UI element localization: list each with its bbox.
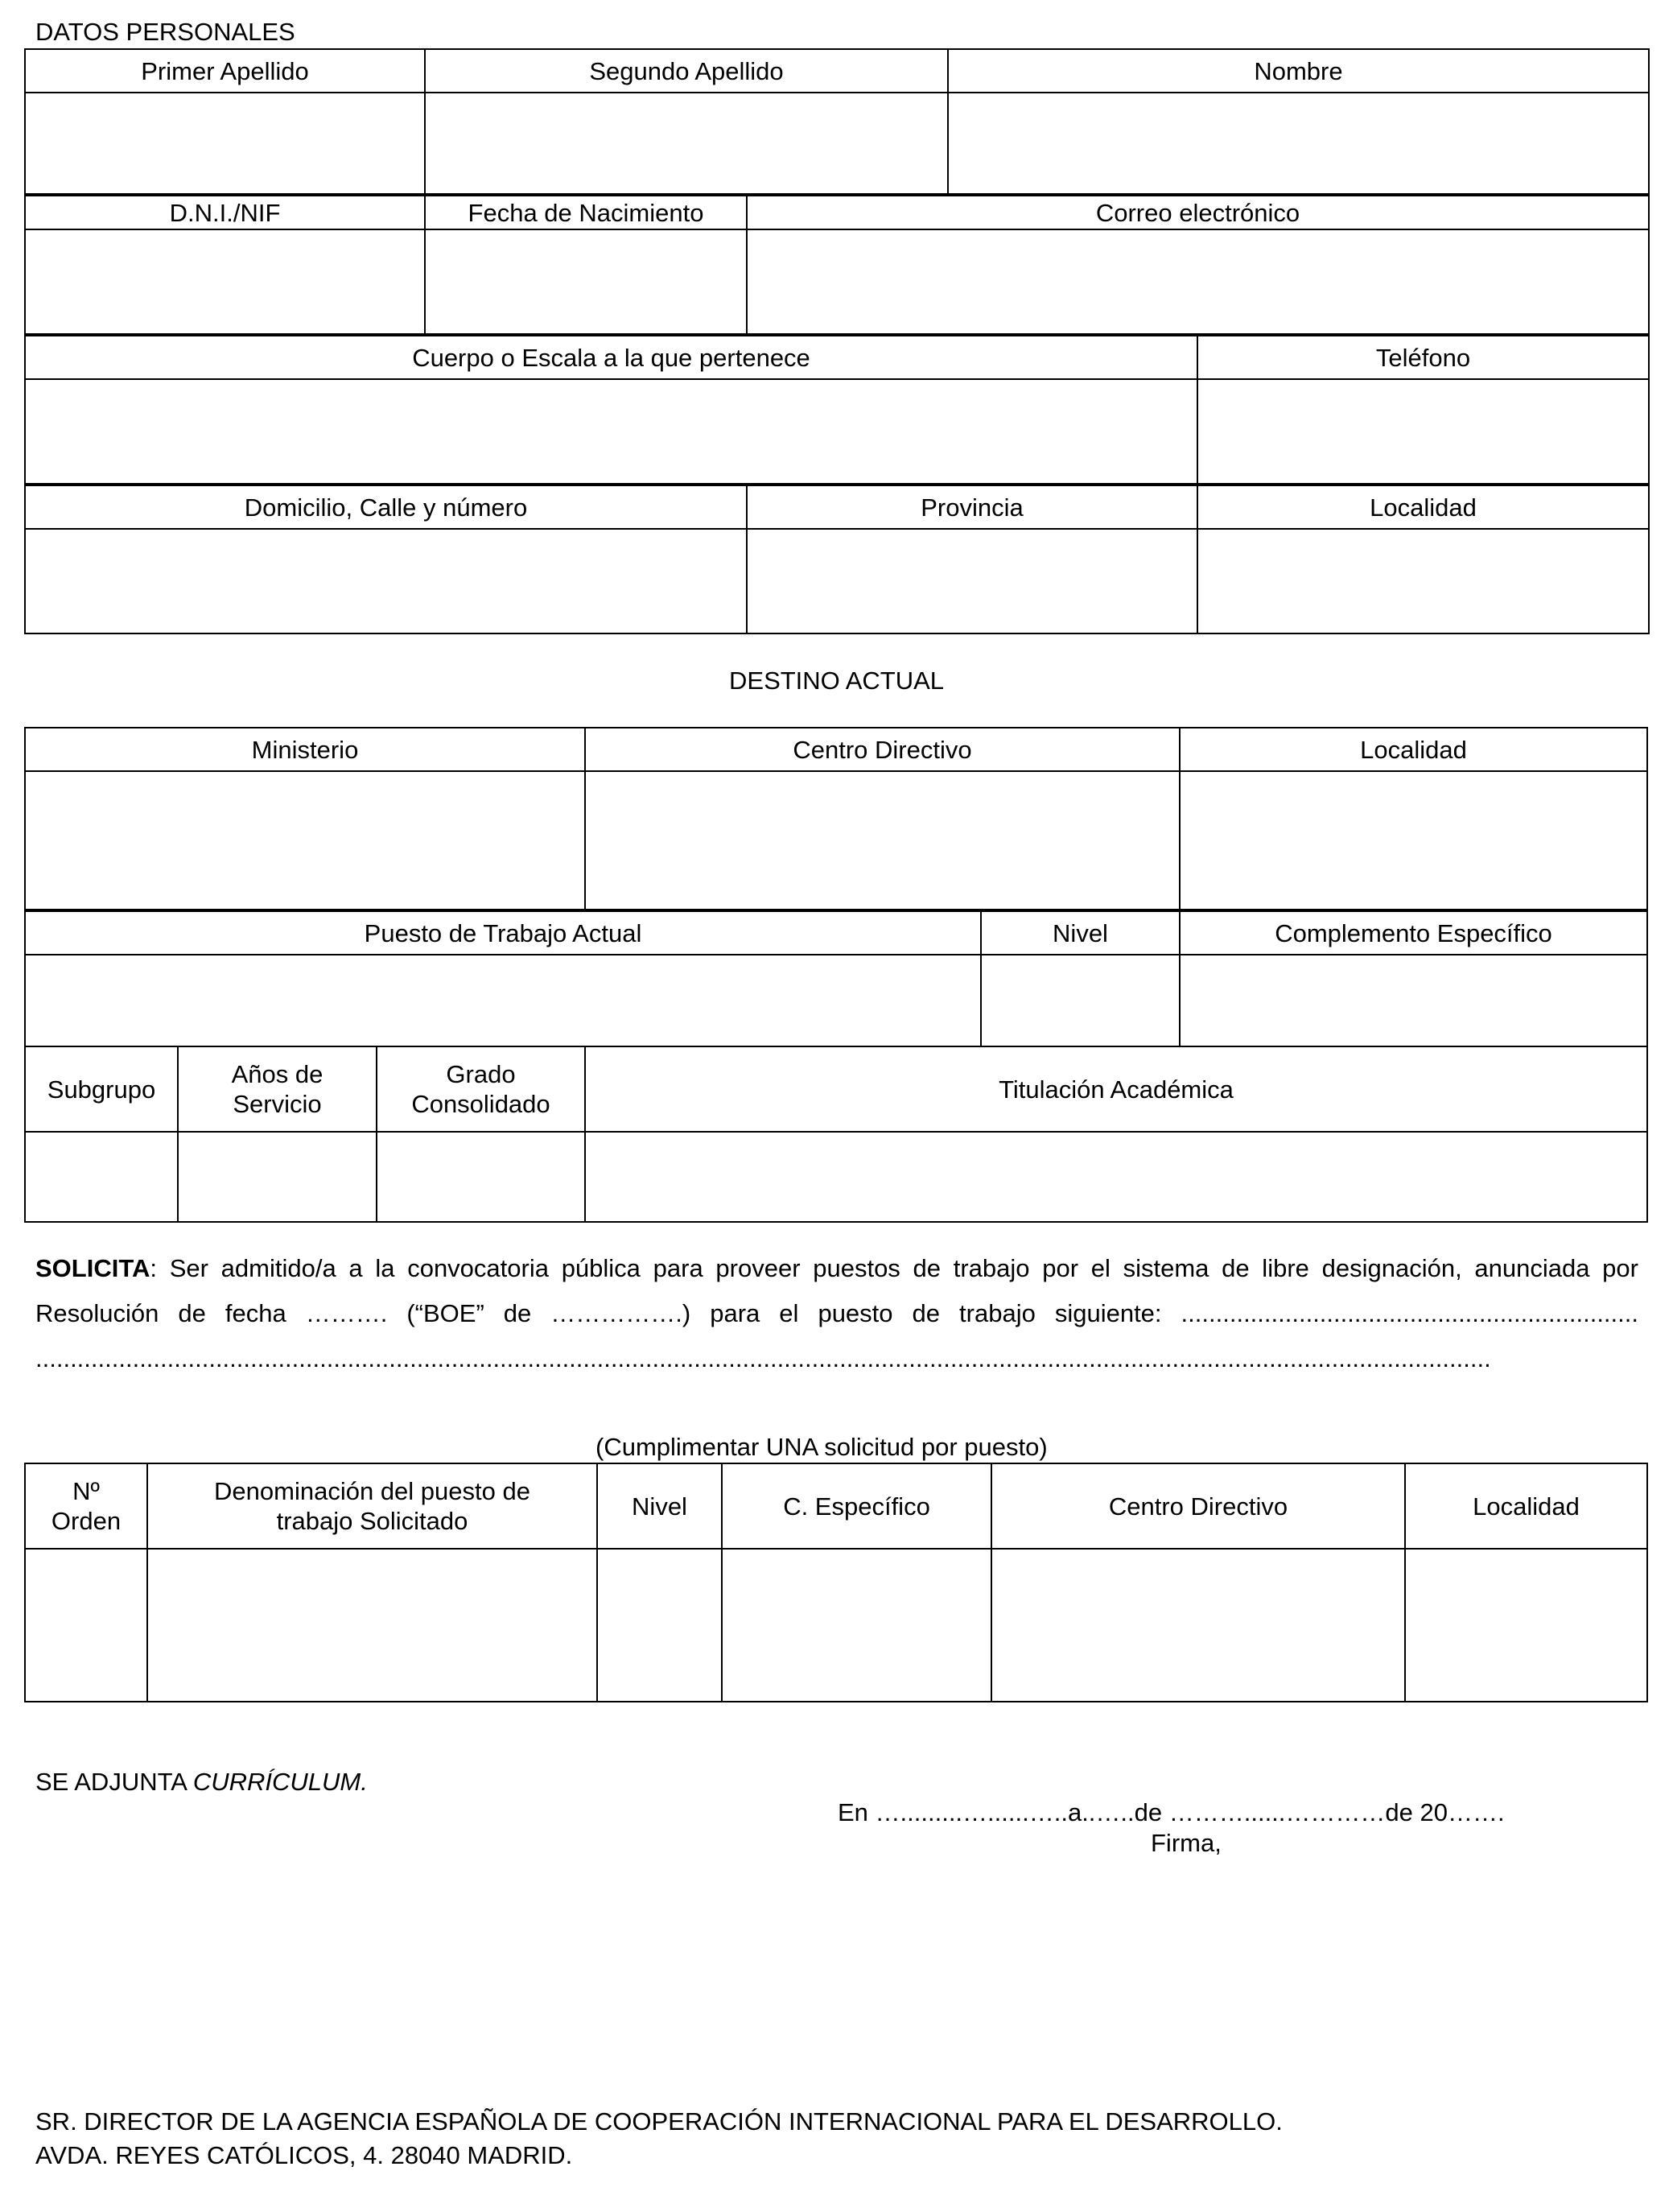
place-date-line[interactable]: En ….........…......…..a..…..de ………......…………de 20……. [838, 1798, 1505, 1826]
destino-table-row1 [24, 727, 1648, 910]
se-adjunta-text: SE ADJUNTA [35, 1768, 193, 1796]
header-localidad: Localidad [1405, 1463, 1647, 1549]
section-heading-destino-actual: DESTINO ACTUAL [729, 666, 944, 695]
curriculum-text: CURRÍCULUM. [192, 1768, 368, 1796]
field-centro-directivo[interactable] [585, 771, 1180, 910]
label-localidad: Localidad [1197, 485, 1649, 529]
label-ministerio: Ministerio [25, 728, 585, 771]
field-telefono[interactable] [1197, 379, 1649, 484]
field-ministerio[interactable] [25, 771, 585, 910]
label-primer-apellido: Primer Apellido [25, 49, 425, 93]
header-denominacion-puesto: Denominación del puesto de trabajo Solicitado [147, 1463, 597, 1549]
field-complemento-especifico[interactable] [1180, 955, 1647, 1046]
field-localidad[interactable] [1197, 529, 1649, 633]
personal-table-row1 [24, 48, 1650, 195]
field-localidad-destino[interactable] [1180, 771, 1647, 910]
solicita-line-3[interactable]: .................................................................................................................................................................................................................. [35, 1344, 1491, 1372]
address-line-2: AVDA. REYES CATÓLICOS, 4. 28040 MADRID. [35, 2141, 573, 2169]
destino-table-row2 [24, 910, 1648, 1047]
field-c-especifico[interactable] [722, 1549, 991, 1702]
note-cumplimentar: (Cumplimentar UNA solicitud por puesto) [595, 1433, 1048, 1461]
personal-table-row4 [24, 485, 1650, 634]
field-denominacion-puesto[interactable] [147, 1549, 597, 1702]
label-puesto-actual: Puesto de Trabajo Actual [25, 911, 981, 955]
label-dni-nif: D.N.I./NIF [25, 196, 425, 229]
label-centro-directivo: Centro Directivo [585, 728, 1180, 771]
label-fecha-nacimiento: Fecha de Nacimiento [425, 196, 747, 229]
puesto-solicitado-table [24, 1463, 1648, 1702]
solicita-label: SOLICITA [35, 1254, 150, 1282]
solicita-text-1: : Ser admitido/a a la convocatoria pública para proveer puestos de trabajo por el sistema de libre designación, anunciada por [150, 1254, 1638, 1282]
destino-table-row3 [24, 1046, 1648, 1223]
firma-label: Firma, [1151, 1829, 1222, 1857]
field-dni-nif[interactable] [25, 229, 425, 334]
header-centro-directivo: Centro Directivo [991, 1463, 1405, 1549]
field-localidad-solicitada[interactable] [1405, 1549, 1647, 1702]
field-titulacion-academica[interactable] [585, 1132, 1647, 1222]
personal-table-row2 [24, 195, 1650, 335]
label-provincia: Provincia [747, 485, 1197, 529]
address-line-1: SR. DIRECTOR DE LA AGENCIA ESPAÑOLA DE COOPERACIÓN INTERNACIONAL PARA EL DESARROLLO. [35, 2107, 1283, 2136]
field-primer-apellido[interactable] [25, 93, 425, 194]
se-adjunta-curriculum [35, 1768, 368, 1797]
label-nombre: Nombre [948, 49, 1649, 93]
field-fecha-nacimiento[interactable] [425, 229, 747, 334]
field-provincia[interactable] [747, 529, 1197, 633]
field-nivel[interactable] [981, 955, 1180, 1046]
label-anos-servicio: Años de Servicio [178, 1046, 377, 1132]
solicita-line-1 [35, 1246, 1638, 1291]
section-heading-datos-personales: DATOS PERSONALES [35, 18, 295, 46]
label-localidad-destino: Localidad [1180, 728, 1647, 771]
label-telefono: Teléfono [1197, 336, 1649, 379]
field-centro-directivo-solicitado[interactable] [991, 1549, 1405, 1702]
field-correo-electronico[interactable] [747, 229, 1649, 334]
label-nivel: Nivel [981, 911, 1180, 955]
field-nombre[interactable] [948, 93, 1649, 194]
label-domicilio: Domicilio, Calle y número [25, 485, 747, 529]
field-cuerpo-escala[interactable] [25, 379, 1197, 484]
field-numero-orden[interactable] [25, 1549, 147, 1702]
solicita-paragraph [35, 1246, 1638, 1381]
field-subgrupo[interactable] [25, 1132, 178, 1222]
personal-table-row3 [24, 335, 1650, 485]
header-c-especifico: C. Específico [722, 1463, 991, 1549]
field-domicilio[interactable] [25, 529, 747, 633]
label-segundo-apellido: Segundo Apellido [425, 49, 948, 93]
label-grado-consolidado: Grado Consolidado [377, 1046, 585, 1132]
label-subgrupo: Subgrupo [25, 1046, 178, 1132]
field-segundo-apellido[interactable] [425, 93, 948, 194]
label-titulacion-academica: Titulación Académica [585, 1046, 1647, 1132]
label-cuerpo-escala: Cuerpo o Escala a la que pertenece [25, 336, 1197, 379]
label-complemento-especifico: Complemento Específico [1180, 911, 1647, 955]
header-nivel: Nivel [597, 1463, 722, 1549]
field-anos-servicio[interactable] [178, 1132, 377, 1222]
solicita-line-2[interactable]: Resolución de fecha ………. (“BOE” de …………….) para el puesto de trabajo siguiente: .................................................................. [35, 1299, 1638, 1327]
header-numero-orden: Nº Orden [25, 1463, 147, 1549]
field-puesto-actual[interactable] [25, 955, 981, 1046]
field-nivel-solicitado[interactable] [597, 1549, 722, 1702]
label-correo-electronico: Correo electrónico [747, 196, 1649, 229]
field-grado-consolidado[interactable] [377, 1132, 585, 1222]
